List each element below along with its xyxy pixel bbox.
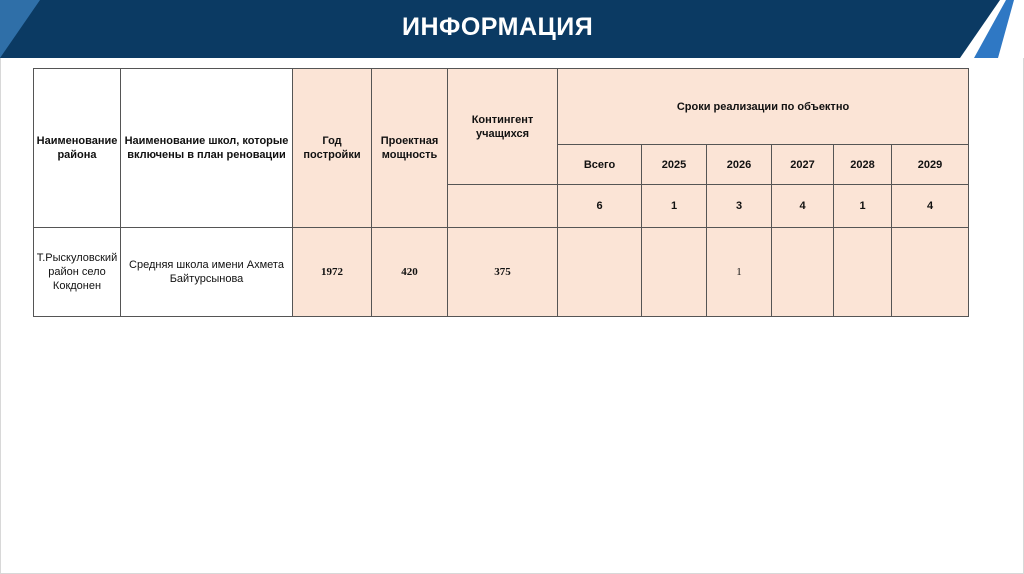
total-2026: 3: [707, 185, 772, 228]
header-bar: [0, 0, 1024, 58]
total-all: 6: [558, 185, 642, 228]
header-terms: Сроки реализации по объектно: [558, 69, 969, 145]
cell-year: 1972: [293, 228, 372, 317]
cell-2028: [834, 228, 892, 317]
subheader-2025: 2025: [642, 145, 707, 185]
page-title: ИНФОРМАЦИЯ: [402, 13, 594, 41]
subheader-total: Всего: [558, 145, 642, 185]
cell-school: Средняя школа имени Ахмета Байтурсынова: [121, 228, 293, 317]
cell-total: [558, 228, 642, 317]
subheader-2026: 2026: [707, 145, 772, 185]
subheader-2027: 2027: [772, 145, 834, 185]
subheader-2028: 2028: [834, 145, 892, 185]
total-2027: 4: [772, 185, 834, 228]
cell-2027: [772, 228, 834, 317]
cell-2026: 1: [707, 228, 772, 317]
total-2029: 4: [892, 185, 969, 228]
cell-2025: [642, 228, 707, 317]
cell-district: Т.Рыскуловский район село Кокдонен: [34, 228, 121, 317]
header-accent-left: [0, 0, 40, 58]
renovation-table: [33, 68, 969, 317]
header-contingent: Контингент учащихся: [448, 69, 558, 185]
header-capacity: Проектная мощность: [372, 69, 448, 228]
subheader-2029: 2029: [892, 145, 969, 185]
cell-2029: [892, 228, 969, 317]
header-district: Наименование района: [34, 69, 121, 228]
total-2028: 1: [834, 185, 892, 228]
cell-capacity: 420: [372, 228, 448, 317]
totals-empty-cell: [448, 185, 558, 228]
header-year: Год постройки: [293, 69, 372, 228]
header-school: Наименование школ, которые включены в план реновации: [121, 69, 293, 228]
total-2025: 1: [642, 185, 707, 228]
cell-contingent: 375: [448, 228, 558, 317]
